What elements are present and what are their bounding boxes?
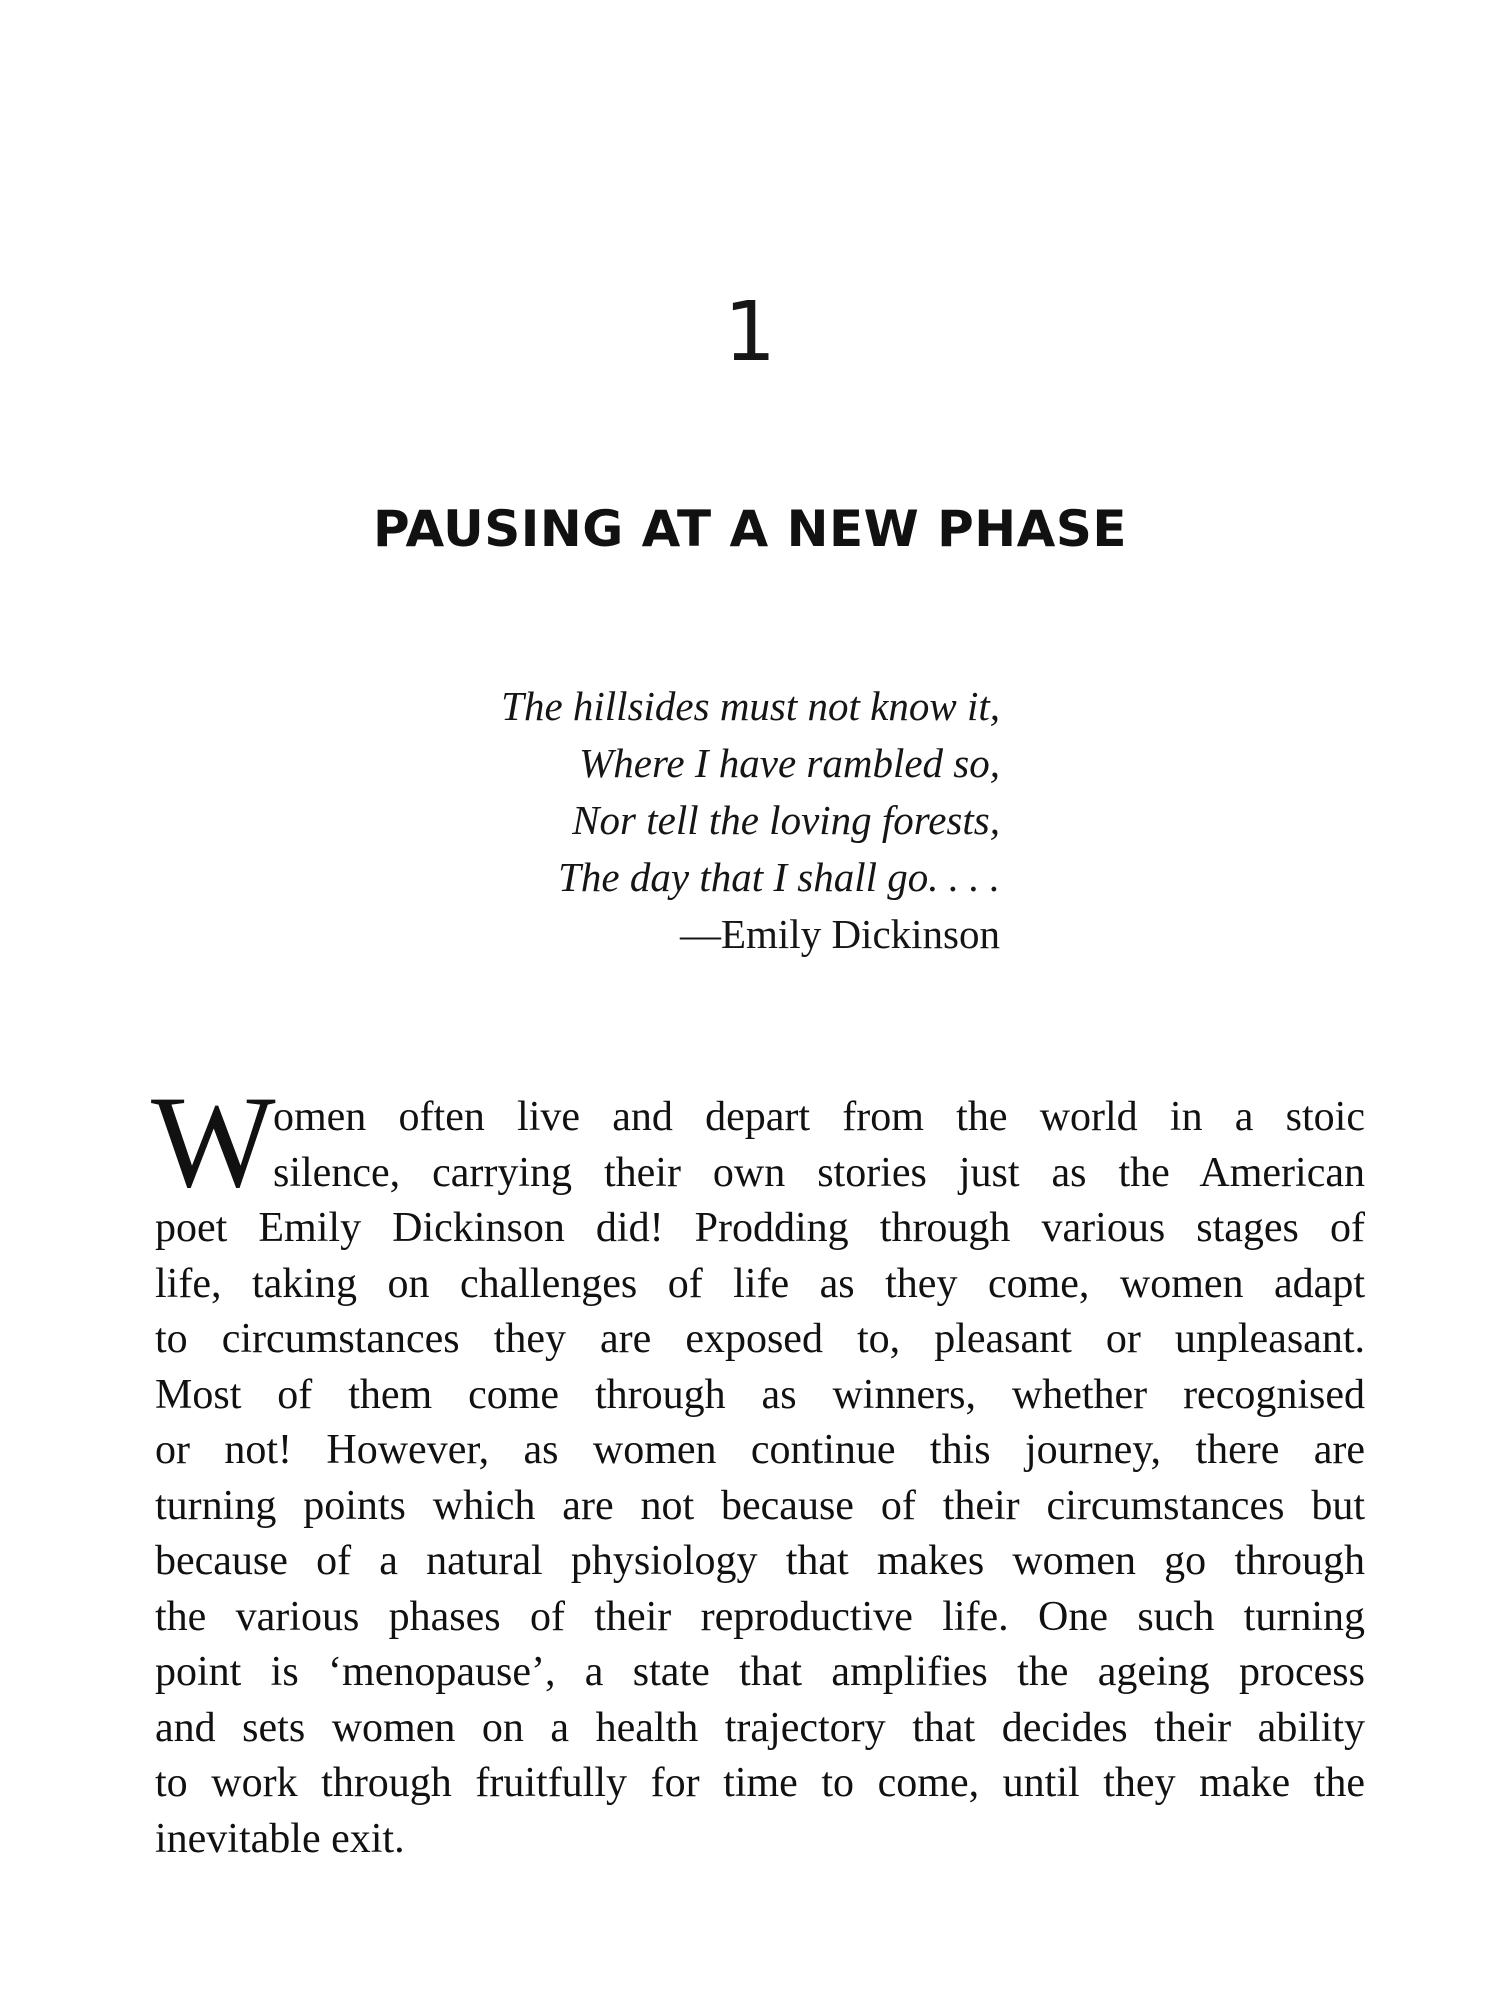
body-line: the various phases of their reproductive life. One such turning [155, 1593, 1365, 1640]
body-line: because of a natural physiology that makes women go through [155, 1538, 1365, 1584]
body-line: omen often live and depart from the world in a stoic [273, 1094, 1365, 1140]
body-line: poet Emily Dickinson did! Prodding through various stages of [155, 1205, 1365, 1251]
body-line: and sets women on a health trajectory that decides their ability [155, 1704, 1365, 1751]
epigraph-line: Nor tell the loving forests, [572, 797, 1000, 843]
body-paragraph [155, 1090, 1365, 1867]
drop-cap: W [151, 1068, 276, 1215]
chapter-number: 1 [723, 285, 777, 380]
epigraph-attribution: —Emily Dickinson [679, 911, 1000, 957]
body-line: turning points which are not because of their circumstances but [155, 1482, 1365, 1529]
body-line: Most of them come through as winners, whether recognised [155, 1371, 1365, 1418]
body-line: life, taking on challenges of life as they come, women adapt [155, 1260, 1365, 1307]
epigraph-line: Where I have rambled so, [579, 740, 1000, 786]
epigraph-line: The day that I shall go. . . . [558, 854, 1000, 900]
body-line: inevitable exit. [155, 1815, 405, 1862]
epigraph-line: The hillsides must not know it, [501, 683, 1000, 729]
body-line: point is ‘menopause’, a state that amplifies the ageing process [155, 1649, 1365, 1695]
body-line: to circumstances they are exposed to, pleasant or unpleasant. [155, 1316, 1365, 1362]
body-line: silence, carrying their own stories just as the American [273, 1149, 1365, 1196]
chapter-title: PAUSING AT A NEW PHASE [372, 500, 1128, 558]
body-line: to work through fruitfully for time to come, until they make the [155, 1760, 1365, 1806]
epigraph [430, 678, 1000, 963]
body-line: or not! However, as women continue this journey, there are [155, 1427, 1365, 1473]
